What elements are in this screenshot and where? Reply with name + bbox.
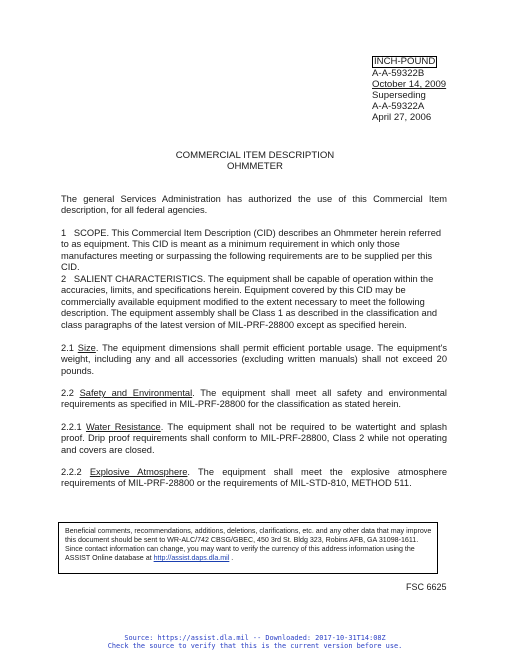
superseded-date: April 27, 2006 [372,112,432,123]
notice-end: . [229,554,234,563]
document-header [372,56,446,123]
section-2-2-1-water-resistance [61,422,447,456]
intro-paragraph: The general Services Administration has authorized the use of this Commercial Item description, for all federal agencies. [61,194,447,216]
section-text: . The equipment shall not be required to be watertight and splash proof. Drip proof requirements shall conform to MIL-PRF-28800, Class 2 while not operating and covers are closed. [61,422,447,455]
section-text: . The equipment shall meet all safety and environmental requirements as specified in MIL-PRF-28800 for the classification as stated herein. [61,388,447,410]
section-number: 2.1 [61,343,78,353]
section-1-scope: 1 SCOPE. This Commercial Item Description (CID) describes an Ohmmeter herein referred to as equipment. This CID is meant as a minimum requirement in which only those manufactures meeting or surpassing the following requirements are to be supplied per this CID. [61,228,442,273]
section-number: 2.2.1 [61,422,86,432]
section-text: . The equipment dimensions shall permit efficient portable usage. The equipment's weight, including any and all accessories (excluding written manuals) shall not exceed 20 pounds. [61,343,447,376]
document-id: A-A-59322B [372,68,425,79]
assist-link[interactable]: http://assist.daps.dla.mil [153,554,230,563]
section-text: . The equipment shall meet the explosive atmosphere requirements of MIL-PRF-28800 or the requirements of MIL-STD-810, METHOD 511. [61,467,448,489]
section-heading: Explosive Atmosphere [89,467,188,477]
download-footer [0,634,510,650]
section-heading: Size [77,343,96,353]
comments-notice-box [58,522,438,574]
section-2-1-size [61,343,447,377]
section-2-2-safety [61,388,447,411]
section-2-2-2-explosive-atmosphere [61,467,447,490]
title-line-1: COMMERCIAL ITEM DESCRIPTION [175,150,335,161]
fsc-code: FSC 6625 [406,582,447,592]
document-date: October 14, 2009 [372,79,447,90]
superseded-id: A-A-59322A [372,101,425,112]
units-label: INCH-POUND [374,56,436,67]
notice-text: Beneficial comments, recommendations, additions, deletions, clarifications, etc. and any other data that may improve this document should be sent to WR-ALC/742 CBSG/GBEC, 450 3rd St. Bldg 323, Robins AFB, GA 31098-1611. Since contact information can change, you may want to verify the currency of this address information using the ASSIST Online database at [65,527,432,563]
section-number: 2.2 [61,388,80,398]
footer-verify-line: Check the source to verify that this is the current version before use. [107,642,403,650]
section-heading: Water Resistance [85,422,161,432]
title-line-2: OHMMETER [227,161,283,172]
document-title [0,150,510,172]
section-2-salient-characteristics: 2 SALIENT CHARACTERISTICS. The equipment shall be capable of operation within the accuracies, limits, and specifications herein. Equipment covered by this CID may be commercially available equipment modified to the extent necessary to meet the following description. The equipment assembly shall be Class 1 as described in the classification and class paragraphs of the latest version of MIL-PRF-28800 except as specified herein. [61,274,438,330]
section-number: 2.2.2 [61,467,90,477]
section-heading: Safety and Environmental [79,388,193,398]
superseding-label: Superseding [372,90,426,101]
footer-source-line: Source: https://assist.dla.mil -- Downloaded: 2017-10-31T14:08Z [124,634,386,642]
